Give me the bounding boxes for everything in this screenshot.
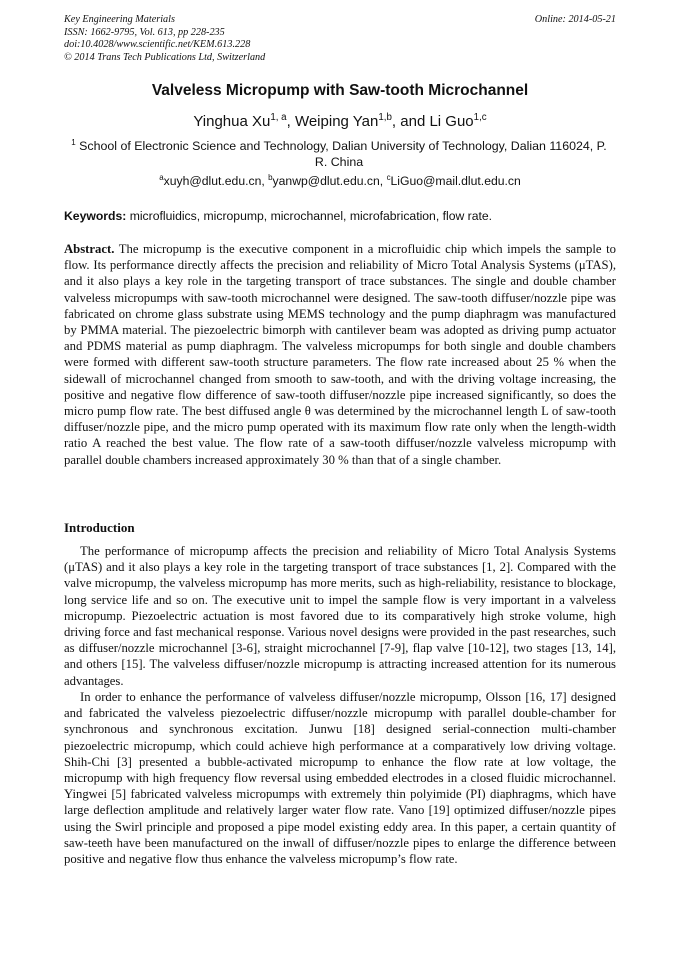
author-separator: ,: [286, 113, 295, 130]
email-link[interactable]: yanwp@dlut.edu.cn,: [272, 174, 387, 188]
author-affil-marker: 1,b: [378, 112, 392, 123]
affiliation-marker: 1: [71, 137, 76, 147]
author-separator: , and: [391, 113, 430, 130]
keywords-text: microfluidics, micropump, microchannel, microfabrication, flow rate.: [126, 209, 493, 223]
affiliation-text: School of Electronic Science and Technology, Dalian University of Technology, Dalian 116024, P. R. China: [75, 139, 607, 169]
email-list: [40, 174, 640, 188]
author-list: [40, 113, 640, 130]
doi-line[interactable]: doi:10.4028/www.scientific.net/KEM.613.228: [64, 39, 251, 51]
email-link[interactable]: LiGuo@mail.dlut.edu.cn: [390, 174, 521, 188]
author-name: Weiping Yan: [294, 113, 379, 130]
issn-line: ISSN: 1662-9795, Vol. 613, pp 228-235: [64, 26, 225, 38]
author-name: Li Guo: [429, 113, 474, 130]
online-date: Online: 2014-05-21: [534, 14, 616, 25]
author-affil-marker: 1,c: [473, 112, 487, 123]
paper-title: Valveless Micropump with Saw-tooth Microchannel: [151, 82, 529, 99]
keywords-label: Keywords:: [64, 209, 127, 223]
section-heading-introduction: Introduction: [64, 520, 135, 535]
email-marker: b: [268, 172, 273, 182]
abstract-text: The micropump is the executive component in a microfluidic chip which impels the sample to flow. Its performance directly affects the precision and reliability of Micro Total Analysis Systems (μTAS), and it also plays a key role in the targeting transport of trace substances. The single and double chamber valveless micropumps with saw-tooth microchannel were designed. The saw-tooth diffuser/nozzle pipe was fabricated on chrome glass substrate using MEMS technology and the pump diaphragm was manufactured by PMMA material. The piezoelectric bimorph with cantilever beam was adopted as driving pump actuator and PDMS material as pump diaphragm. The valveless micropumps for both single and double chambers were formed with different saw-tooth structure parameters. The flow rate increased about 25 % when the sidewall of microchannel changed from smooth to saw-tooth, and with the driving voltage increasing, the positive and negative flow difference of saw-tooth diffuser/nozzle pipe increased significantly, so does the micro pump flow rate. The best diffused angle θ was determined by the microchannel length L of saw-tooth diffuser/nozzle pipe, and the micro pump operated with its maximum flow rate only when the length-width ratio A reached the best value. The flow rate of a saw-tooth diffuser/nozzle valveless micropump with parallel double chambers increased approximately 30 % than that of a single chamber.: [64, 242, 616, 467]
abstract-label: Abstract.: [64, 242, 115, 256]
journal-name: Key Engineering Materials: [64, 14, 175, 25]
copyright-line: © 2014 Trans Tech Publications Ltd, Switzerland: [64, 51, 266, 63]
email-marker: c: [386, 172, 391, 182]
email-link[interactable]: xuyh@dlut.edu.cn,: [163, 174, 269, 188]
affiliation: [64, 138, 614, 170]
author-name: Yinghua Xu: [193, 113, 271, 130]
author-affil-marker: 1, a: [270, 112, 287, 123]
abstract: [64, 241, 616, 468]
email-marker: a: [159, 172, 164, 182]
intro-paragraph-1: The performance of micropump affects the precision and reliability of Micro Total Analysis Systems (μTAS) and it also plays a key role in the targeting transport of trace substances [1, 2]. Compared with the valve micropump, the valveless micropump has more merits, such as high-reliability, resistance to blockage, long service life and so on. The executive unit to impel the sample flow is very important in a valveless micropump. Piezoelectric actuation is most favored due to its comparatively high stroke volume, high driving force and fast mechanical response. Various novel designs were provided in the past researches, such as diffuser/nozzle microchannel [3-6], straight microchannel [7-9], flap valve [10-12], two stages [13, 14], and others [15]. The valveless diffuser/nozzle micropump is attracting increased attention for its numerous advantages.: [64, 544, 616, 688]
keywords: [64, 209, 616, 223]
journal-header: [64, 14, 616, 64]
intro-paragraph-2: In order to enhance the performance of valveless diffuser/nozzle micropump, Olsson [16, 17] designed and fabricated the valveless piezoelectric diffuser/nozzle micropump with parallel double-chamber for synchronous and synchronous excitation. Junwu [18] designed serial-connection multi-chamber piezoelectric micropump, which could achieve high performance at a comparatively low driving voltage. Shih-Chi [3] presented a bubble-activated micropump to enhance the flow rate at low voltage, the micropump with high frequency flow reversal using embedded electrodes in a closed fluidic microchannel. Yingwei [5] fabricated valveless micropumps with extremely thin polyimide (PI) diaphragms, which have large deflection amplitude and relatively larger water flow rate. Vano [19] optimized diffuser/nozzle pipes using the Swirl principle and proposed a pipe model existing eddy area. In this paper, a certain quantity of saw-teeth have been manufactured on the inwall of diffuser/nozzle pipes to enlarge the difference between positive and negative flow thus enhance the valveless micropump’s flow rate.: [64, 690, 616, 867]
